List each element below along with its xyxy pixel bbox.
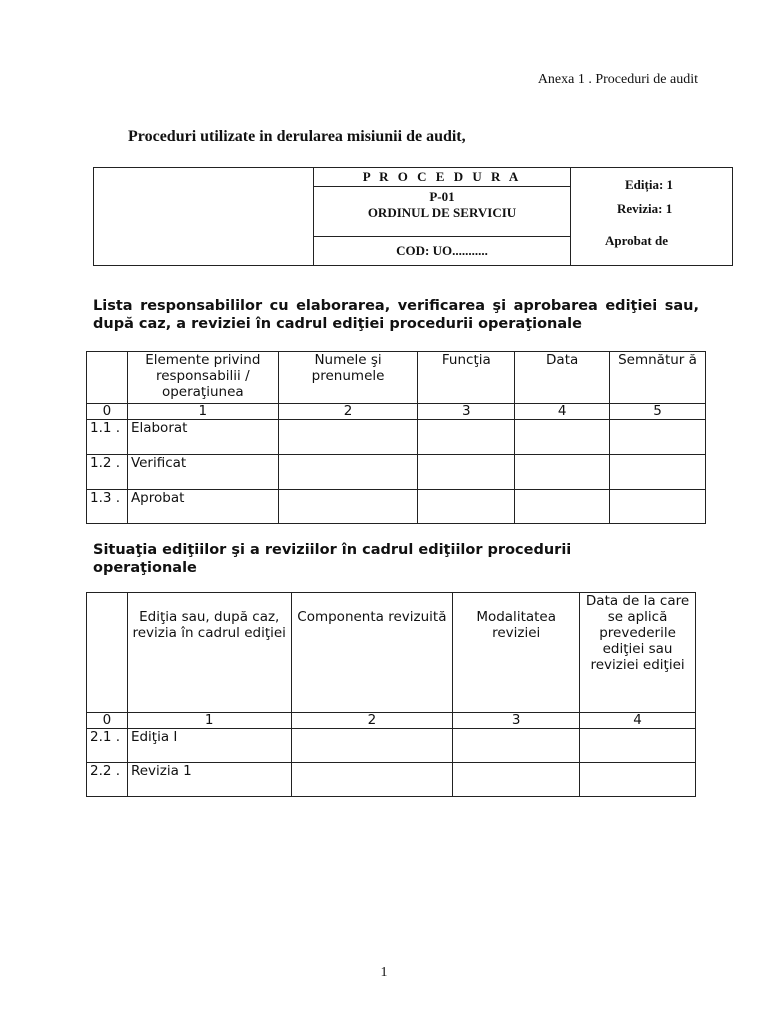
row-label: Revizia 1 bbox=[127, 763, 291, 797]
row-number: 2.1 . bbox=[87, 729, 128, 763]
aprobat-label: Aprobat de bbox=[605, 233, 668, 248]
table-row bbox=[87, 763, 696, 797]
document-title: Proceduri utilizate in derularea misiunii de audit, bbox=[128, 128, 466, 145]
header-procedure-cell bbox=[314, 168, 570, 265]
number-cell: 1 bbox=[127, 713, 291, 729]
number-cell: 5 bbox=[610, 404, 706, 420]
number-cell: 0 bbox=[87, 713, 128, 729]
header-cell: Data bbox=[515, 352, 610, 404]
number-cell: 0 bbox=[87, 404, 128, 420]
annex-label: Anexa 1 . Proceduri de audit bbox=[537, 72, 698, 87]
empty-cell[interactable] bbox=[580, 729, 696, 763]
table-header-row bbox=[87, 593, 696, 713]
empty-cell[interactable] bbox=[418, 420, 515, 455]
table-row bbox=[87, 490, 706, 524]
header-cell: Funcţia bbox=[418, 352, 515, 404]
empty-cell[interactable] bbox=[610, 490, 706, 524]
procedura-label: P R O C E D U R A bbox=[314, 168, 570, 187]
header-edition-cell bbox=[570, 168, 732, 265]
row-number: 1.1 . bbox=[87, 420, 128, 455]
number-cell: 2 bbox=[291, 713, 453, 729]
table-row bbox=[87, 455, 706, 490]
editions-table bbox=[86, 592, 696, 797]
empty-cell[interactable] bbox=[278, 490, 418, 524]
row-label: Ediţia I bbox=[127, 729, 291, 763]
empty-cell[interactable] bbox=[278, 420, 418, 455]
row-label: Verificat bbox=[127, 455, 278, 490]
number-cell: 3 bbox=[453, 713, 580, 729]
editions-situation-title: Situaţia ediţiilor şi a reviziilor în cadrul ediţiilor procedurii operaţionale bbox=[93, 542, 572, 576]
procedure-header-box bbox=[93, 167, 733, 266]
procedure-code: P-01 bbox=[429, 189, 455, 204]
empty-cell[interactable] bbox=[278, 455, 418, 490]
table-number-row bbox=[87, 713, 696, 729]
number-cell: 3 bbox=[418, 404, 515, 420]
table-header-row bbox=[87, 352, 706, 404]
procedure-name-cell bbox=[314, 187, 570, 237]
responsible-table bbox=[86, 351, 706, 524]
row-label: Aprobat bbox=[127, 490, 278, 524]
row-label: Elaborat bbox=[127, 420, 278, 455]
empty-cell[interactable] bbox=[515, 420, 610, 455]
page-number: 1 bbox=[380, 965, 388, 980]
row-number: 1.2 . bbox=[87, 455, 128, 490]
procedure-name: ORDINUL DE SERVICIU bbox=[367, 205, 517, 220]
header-cell bbox=[87, 352, 128, 404]
empty-cell[interactable] bbox=[515, 490, 610, 524]
number-cell: 1 bbox=[127, 404, 278, 420]
empty-cell[interactable] bbox=[453, 729, 580, 763]
empty-cell[interactable] bbox=[515, 455, 610, 490]
responsible-list-title: Lista responsabililor cu elaborarea, verificarea şi aprobarea ediţiei sau, după caz, a reviziei în cadrul ediţiei procedurii operaţionale bbox=[93, 298, 699, 332]
table-row bbox=[87, 420, 706, 455]
empty-cell[interactable] bbox=[291, 729, 453, 763]
header-cell bbox=[87, 593, 128, 713]
empty-cell[interactable] bbox=[580, 763, 696, 797]
table-number-row bbox=[87, 404, 706, 420]
empty-cell[interactable] bbox=[418, 455, 515, 490]
empty-cell[interactable] bbox=[610, 455, 706, 490]
empty-cell[interactable] bbox=[418, 490, 515, 524]
procedure-cod: COD: UO........... bbox=[396, 243, 488, 258]
header-empty-cell bbox=[94, 168, 314, 265]
editia-label: Ediția: 1 bbox=[625, 177, 674, 192]
number-cell: 2 bbox=[278, 404, 418, 420]
empty-cell[interactable] bbox=[291, 763, 453, 797]
header-cell: Numele şi prenumele bbox=[278, 352, 418, 404]
header-cell: Semnătur ă bbox=[610, 352, 706, 404]
revizia-label: Revizia: 1 bbox=[617, 201, 673, 216]
table-row bbox=[87, 729, 696, 763]
empty-cell[interactable] bbox=[610, 420, 706, 455]
header-cell: Elemente privind responsabilii / operaţiunea bbox=[127, 352, 278, 404]
header-cell: Ediţia sau, după caz, revizia în cadrul ediţiei bbox=[127, 593, 291, 713]
row-number: 1.3 . bbox=[87, 490, 128, 524]
row-number: 2.2 . bbox=[87, 763, 128, 797]
empty-cell[interactable] bbox=[453, 763, 580, 797]
header-cell: Componenta revizuită bbox=[291, 593, 453, 713]
header-cell: Data de la care se aplică prevederile ediţiei sau reviziei ediţiei bbox=[580, 593, 696, 713]
number-cell: 4 bbox=[515, 404, 610, 420]
header-cell: Modalitatea reviziei bbox=[453, 593, 580, 713]
number-cell: 4 bbox=[580, 713, 696, 729]
